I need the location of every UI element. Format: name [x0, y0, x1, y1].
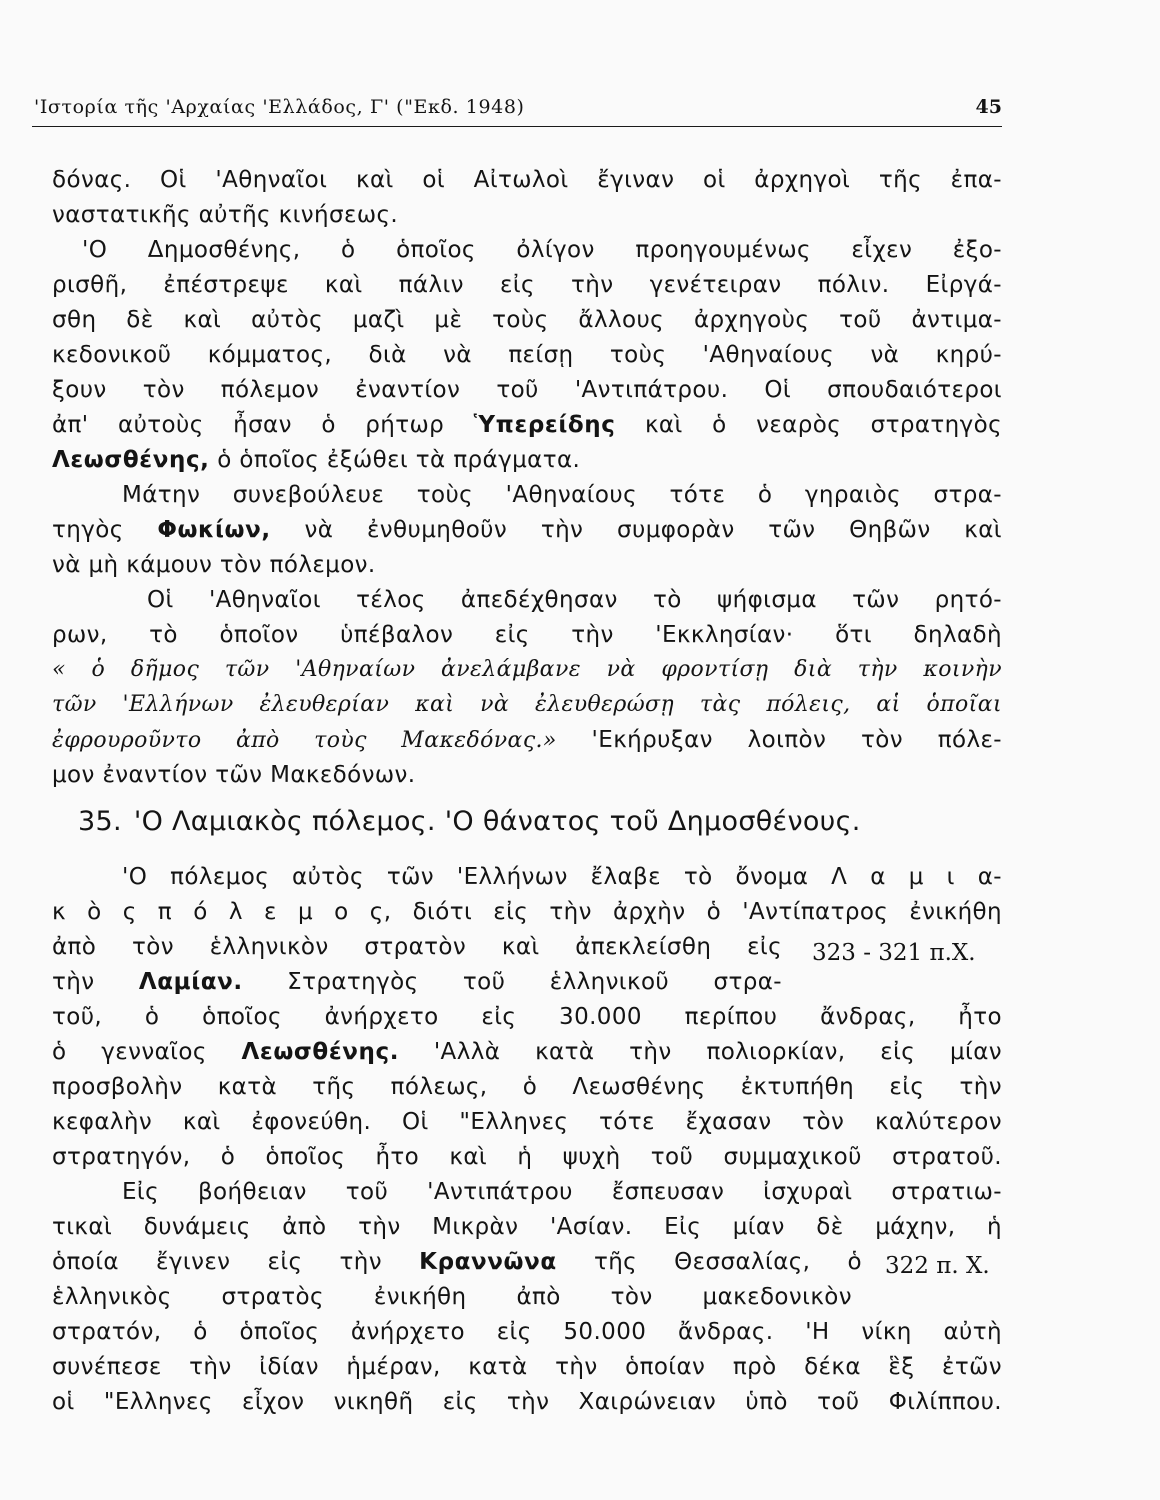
text-line: οἱ "Ελληνες εἶχον νικηθῆ εἰς τὴν Χαιρώνειαν ὑπὸ τοῦ Φιλίππου. [52, 1389, 1002, 1415]
text-line: σθη δὲ καὶ αὐτὸς μαζὶ μὲ τοὺς ἄλλους ἀρχηγοὺς τοῦ ἀντιμα- [52, 307, 1002, 333]
text-line [52, 1035, 1002, 1069]
text-line: Μάτην συνεβούλευε τοὺς 'Αθηναίους τότε ὁ γηραιὸς στρα- [122, 482, 1002, 508]
text-line: προσβολὴν κατὰ τῆς πόλεως, ὁ Λεωσθένης ἐκτυπήθη εἰς τὴν [52, 1074, 1002, 1100]
text-line [52, 1245, 862, 1279]
text-line: κ ὸ ς π ό λ ε μ ο ς, διότι εἰς τὴν ἀρχὴν ὁ 'Αντίπατρος ἐνικήθη [52, 899, 1002, 925]
name-lamia: Λαμίαν. [138, 969, 243, 995]
running-header [32, 96, 1002, 127]
text-line: στρατηγόν, ὁ ὁποῖος ἦτο καὶ ἡ ψυχὴ τοῦ συμμαχικοῦ στρατοῦ. [52, 1144, 1002, 1170]
text-line: κεδονικοῦ κόμματος, διὰ νὰ πείσῃ τοὺς 'Αθηναίους νὰ κηρύ- [52, 342, 1002, 368]
margin-date-krannon: 322 π. Χ. [885, 1253, 990, 1279]
name-phokion: Φωκίων, [157, 517, 271, 543]
text-segment: τηγὸς [52, 517, 158, 543]
name-hypereides: Ὑπερείδης [473, 412, 616, 438]
section-number: 35. [78, 806, 122, 837]
margin-date-lamian-war: 323 - 321 π.Χ. [812, 940, 976, 966]
text-line: ρισθῆ, ἐπέστρεψε καὶ πάλιν εἰς τὴν γενέτειραν πόλιν. Εἰργά- [52, 272, 1002, 298]
text-line: Εἰς βοήθειαν τοῦ 'Αντιπάτρου ἔσπευσαν ἰσχυραὶ στρατιω- [122, 1179, 1002, 1205]
text-line: ξουν τὸν πόλεμον ἐναντίον τοῦ 'Αντιπάτρου. Οἱ σπουδαιότεροι [52, 377, 1002, 403]
text-segment: νὰ ἐνθυμηθοῦν τὴν συμφορὰν τῶν Θηβῶν καὶ [270, 517, 1002, 543]
text-line [52, 513, 1002, 547]
text-line: ναστατικῆς αὐτῆς κινήσεως. [52, 202, 399, 228]
text-line: ἀπὸ τὸν ἑλληνικὸν στρατὸν καὶ ἀπεκλείσθη εἰς [52, 934, 782, 960]
text-segment: ἀπ' αὐτοὺς ἦσαν ὁ ρήτωρ [52, 412, 474, 438]
text-segment: ὁποία ἔγινεν εἰς τὴν [52, 1249, 420, 1275]
text-line: μον ἐναντίον τῶν Μακεδόνων. [52, 762, 416, 788]
name-leosthenes: Λεωσθένης, [52, 447, 210, 473]
text-line: νὰ μὴ κάμουν τὸν πόλεμον. [52, 552, 376, 578]
text-line: δόνας. Οἱ 'Αθηναῖοι καὶ οἱ Αἰτωλοὶ ἔγιναν οἱ ἀρχηγοὶ τῆς ἐπα- [52, 167, 1002, 193]
text-line: στρατόν, ὁ ὁποῖος ἀνήρχετο εἰς 50.000 ἄνδρας. 'Η νίκη αὐτὴ [52, 1319, 1002, 1345]
text-line: 'Ο πόλεμος αὐτὸς τῶν 'Ελλήνων ἔλαβε τὸ ὄνομα Λ α μ ι α- [122, 864, 1002, 890]
text-line [52, 443, 1002, 477]
running-title: 'Ιστορία τῆς 'Αρχαίας 'Ελλάδος, Γ' ("Εκδ. 1948) [34, 96, 525, 118]
text-line: κεφαλὴν καὶ ἐφονεύθη. Οἱ "Ελληνες τότε ἔχασαν τὸν καλύτερον [52, 1109, 1002, 1135]
name-krannon: Κραννῶνα [419, 1249, 557, 1275]
section-heading [78, 800, 861, 844]
quote-segment: ἐφρουροῦντο ἀπὸ τοὺς Μακεδόνας.» [52, 728, 557, 753]
text-line [52, 723, 1002, 757]
text-segment: ὁ ὁποῖος ἐξώθει τὰ πράγματα. [209, 447, 581, 473]
text-line: τικαὶ δυνάμεις ἀπὸ τὴν Μικρὰν 'Ασίαν. Εἰς μίαν δὲ μάχην, ἡ [52, 1214, 1002, 1240]
text-line: Οἱ 'Αθηναῖοι τέλος ἀπεδέχθησαν τὸ ψήφισμα τῶν ρητό- [147, 587, 1002, 613]
quote-line: « ὁ δῆμος τῶν 'Αθηναίων ἀνελάμβανε νὰ φροντίσῃ διὰ τὴν κοινὴν [52, 657, 1002, 682]
text-line: ρων, τὸ ὁποῖον ὑπέβαλον εἰς τὴν 'Εκκλησίαν· ὅτι δηλαδὴ [52, 622, 1002, 648]
text-segment: καὶ ὁ νεαρὸς στρατηγὸς [615, 412, 1002, 438]
name-leosthenes: Λεωσθένης. [241, 1039, 400, 1065]
text-segment: τῆς Θεσσαλίας, ὁ [556, 1249, 862, 1275]
text-line: τοῦ, ὁ ὁποῖος ἀνήρχετο εἰς 30.000 περίπου ἄνδρας, ἦτο [52, 1004, 1002, 1030]
text-line [52, 965, 782, 999]
text-line: 'Ο Δημοσθένης, ὁ ὁποῖος ὀλίγον προηγουμένως εἶχεν ἐξο- [82, 237, 1002, 263]
text-segment: 'Αλλὰ κατὰ τὴν πολιορκίαν, εἰς μίαν [399, 1039, 1002, 1065]
text-line: συνέπεσε τὴν ἰδίαν ἡμέραν, κατὰ τὴν ὁποίαν πρὸ δέκα ἓξ ἐτῶν [52, 1354, 1002, 1380]
text-segment: τὴν [52, 969, 139, 995]
section-title: 'Ο Λαμιακὸς πόλεμος. 'Ο θάνατος τοῦ Δημοσθένους. [133, 806, 861, 837]
text-segment: ὁ γενναῖος [52, 1039, 242, 1065]
text-line: ἑλληνικὸς στρατὸς ἐνικήθη ἀπὸ τὸν μακεδονικὸν [52, 1284, 852, 1310]
text-segment: Στρατηγὸς τοῦ ἑλληνικοῦ στρα- [242, 969, 783, 995]
page-number: 45 [975, 96, 1002, 118]
text-segment: 'Εκήρυξαν λοιπὸν τὸν πόλε- [556, 727, 1002, 753]
text-line [52, 408, 1002, 442]
quote-line: τῶν 'Ελλήνων ἐλευθερίαν καὶ νὰ ἐλευθερώσῃ τὰς πόλεις, αἱ ὁποῖαι [52, 692, 1002, 717]
